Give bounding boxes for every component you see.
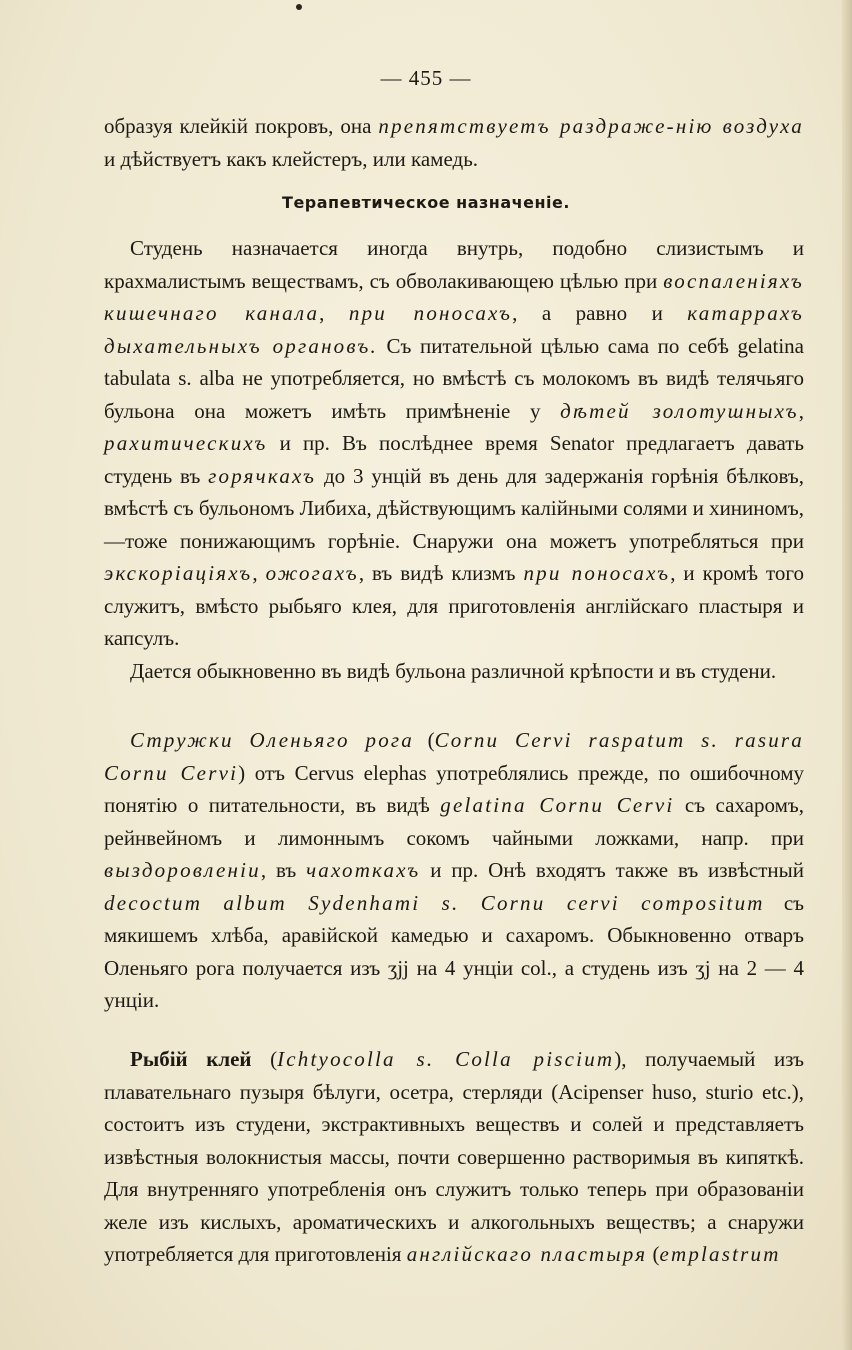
paragraph-text	[104, 1043, 804, 1271]
section-heading: Терапевтическое назначеніе.	[282, 193, 570, 212]
text-run: ,	[798, 398, 805, 423]
spaced-emphasis-text: рахитическихъ	[104, 431, 268, 455]
text-run: (	[251, 1047, 278, 1071]
text-run: и пр. Въ послѣднее время Senator предлагаетъ давать студень въ	[104, 431, 804, 488]
spaced-emphasis-text: горячкахъ	[208, 463, 317, 488]
text-run: ,	[252, 561, 266, 585]
paragraph-text	[104, 655, 804, 688]
bold-term: Рыбій клей	[130, 1047, 252, 1071]
spaced-emphasis-text: воспаленіяхъ кишечнаго канала	[104, 268, 804, 325]
spaced-emphasis-text: ожогахъ	[265, 561, 359, 585]
spaced-emphasis-text: при поносахъ	[523, 561, 671, 585]
spaced-emphasis-text: Ichtyocolla s. Colla piscium	[277, 1047, 615, 1071]
text-run: (	[414, 728, 435, 752]
text-run: (	[647, 1242, 660, 1266]
spaced-emphasis-text: катаррахъ дыхательныхъ органовъ.	[104, 301, 805, 358]
paragraph-fish-glue	[104, 1043, 804, 1271]
spaced-emphasis-text: препятствуетъ раздраже-	[378, 114, 676, 138]
text-run: съ сахаромъ, рейнвейномъ и лимоннымъ сокомъ чайными ложками, напр. при	[104, 793, 804, 850]
spaced-emphasis-text: англійскаго пластыря	[406, 1242, 648, 1266]
paragraph-text	[104, 110, 804, 175]
text-run: ) отъ Cervus elephas употреблялись прежде, по ошибочному понятію о питательности, въ видѣ	[104, 760, 804, 817]
text-run: Съ питательной цѣлью сама по себѣ gelatina tabulata s. alba не употребляется, но вмѣстѣ съ молокомъ въ видѣ телячьяго бульона она можетъ имѣть примѣненіе у	[104, 333, 804, 423]
spaced-emphasis-text: emplastrum	[659, 1242, 781, 1266]
paragraph-therapeutic-use	[104, 232, 804, 687]
spaced-emphasis-text: при поносахъ	[348, 301, 513, 325]
text-run: ), получаемый изъ плавательнаго пузыря бѣлуги, осетра, стерляди (Acipenser huso, sturio etc.), состоитъ изъ студени, экстрактивныхъ веществъ и солей и представляетъ извѣстныя волокнистыя массы, почти совершенно растворимыя въ кипяткѣ. Для внутренняго употребленія онъ служитъ только теперь при образованіи желе изъ кислыхъ, ароматическихъ и алкогольныхъ веществъ; а снаружи употребляется для приготовленія	[104, 1047, 804, 1266]
text-run: , и кромѣ того служитъ, вмѣсто рыбьяго клея, для приготовленія англійскаго пластыря и капсулъ.	[104, 561, 804, 650]
spaced-emphasis-text: выздоровленіи	[104, 858, 261, 882]
spaced-emphasis-text: decoctum album Sydenhami s. Cornu cervi compositum	[104, 890, 765, 915]
text-run: съ мякишемъ хлѣба, аравійской камедью и сахаромъ. Обыкновенно отваръ Оленьяго рога получается изъ ʒjj на 4 унціи col., а студень изъ ʒj на 2 — 4 унціи.	[104, 890, 804, 1012]
ink-spot	[296, 4, 302, 10]
text-run: ,	[319, 301, 349, 325]
spaced-emphasis-text: нію воздуха	[675, 114, 804, 138]
text-run: , въ видѣ клизмъ	[358, 561, 524, 585]
text-run: , въ	[260, 858, 307, 882]
spaced-emphasis-text: Стружки Оленьяго рога	[130, 728, 414, 752]
spaced-emphasis-text: чахоткахъ	[306, 858, 421, 882]
page-number: — 455 —	[380, 66, 472, 90]
text-run: Студень назначается иногда внутрь, подобно слизистымъ и крахмалистымъ веществамъ, съ обволакивающею цѣлью при	[104, 236, 804, 293]
paragraph-text	[104, 724, 804, 1017]
text-run: и дѣйствуетъ какъ клейстеръ, или камедь.	[104, 146, 479, 171]
paragraph-deer-horn	[104, 724, 804, 1017]
spaced-emphasis-text: дѣтей золотушныхъ	[560, 398, 799, 423]
spaced-emphasis-text: Cornu Cervi raspatum s. rasura Cornu Cervi	[104, 728, 805, 785]
text-run: до 3 унцій въ день для задержанія горѣнія бѣлковъ, вмѣстѣ съ бульономъ Либиха, дѣйствующимъ калійными солями и хининомъ,—тоже понижающимъ горѣніе. Снаружи она можетъ употребляться при	[104, 463, 805, 553]
paragraph-continuation	[104, 110, 804, 175]
spaced-emphasis-text: gelatina Cornu Cervi	[440, 793, 675, 817]
paragraph-text	[104, 232, 804, 655]
text-run: и пр. Онѣ входятъ также въ извѣстный	[420, 858, 804, 882]
text-run: , а равно и	[512, 301, 688, 325]
text-run: Дается обыкновенно въ видѣ бульона различной крѣпости и въ студени.	[130, 658, 777, 683]
spaced-emphasis-text: экскоріаціяхъ	[104, 561, 253, 585]
text-run: образуя клейкій покровъ, она	[104, 114, 379, 138]
